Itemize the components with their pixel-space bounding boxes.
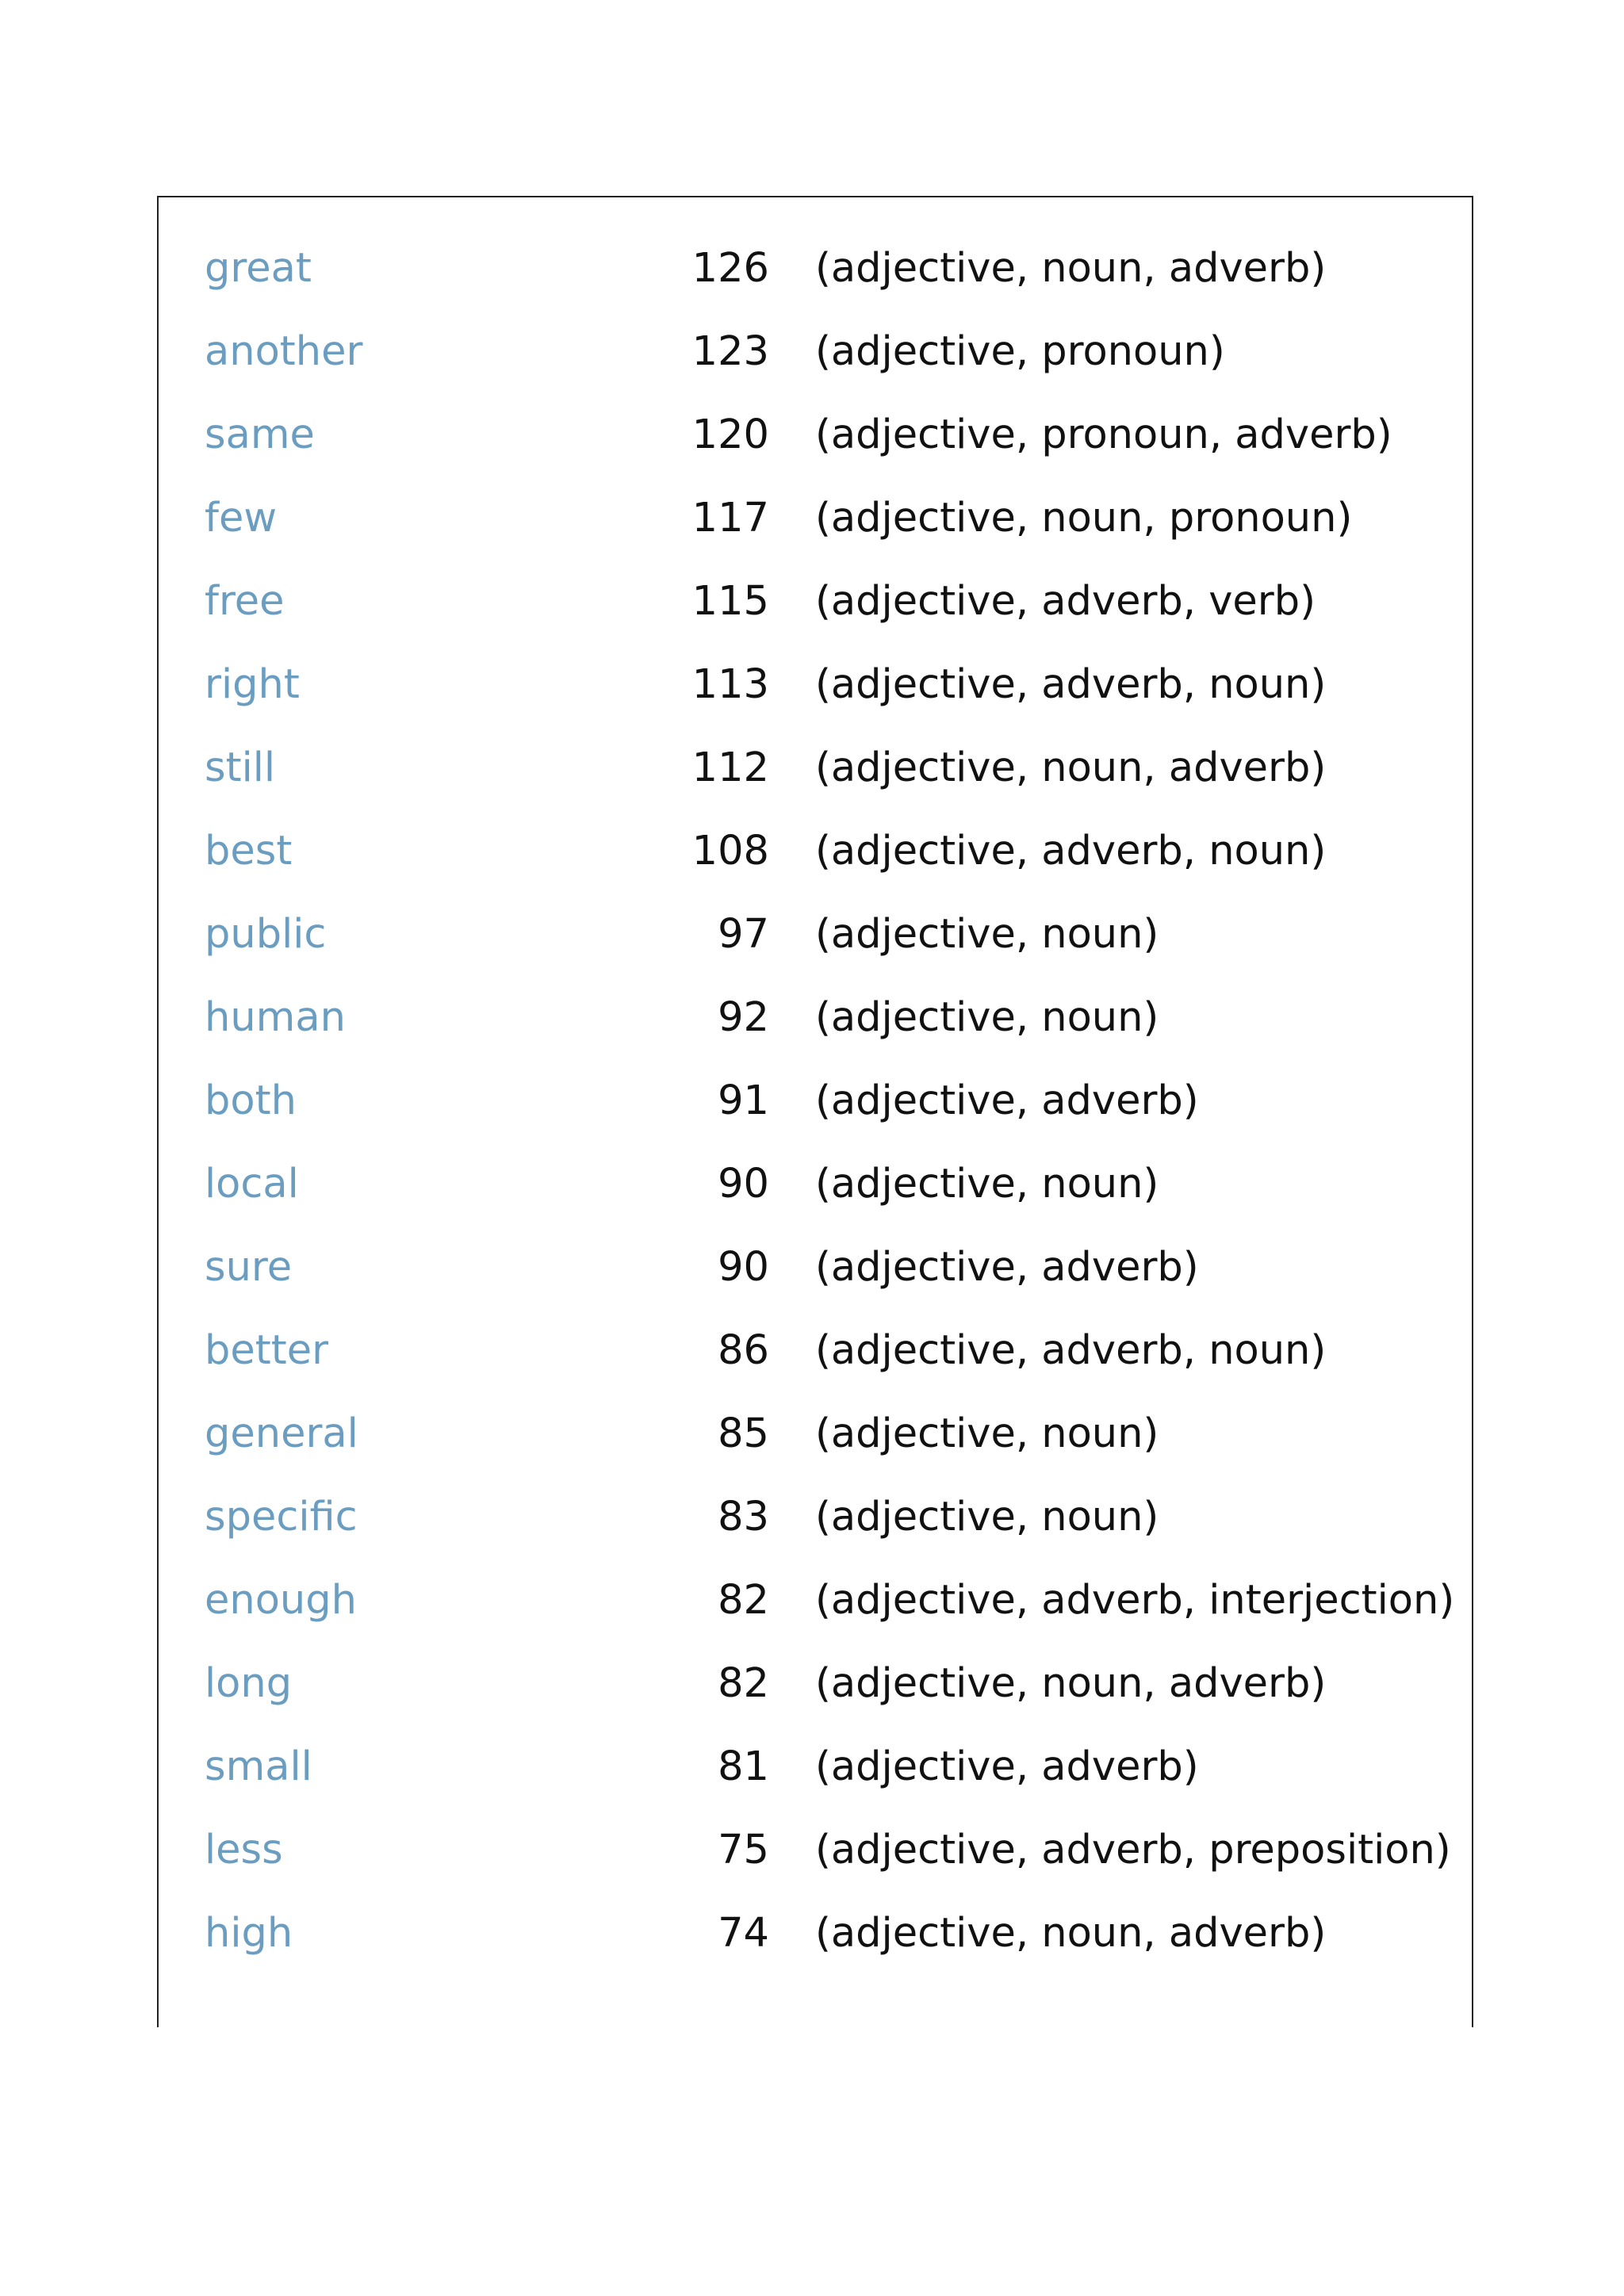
count-cell: 81 bbox=[718, 1743, 769, 1790]
count-cell: 117 bbox=[691, 495, 769, 541]
count-cell: 90 bbox=[718, 1244, 769, 1291]
count-cell: 113 bbox=[691, 661, 769, 708]
word-cell: sure bbox=[205, 1244, 293, 1291]
word-cell: specific bbox=[205, 1494, 358, 1540]
count-cell: 123 bbox=[691, 328, 769, 375]
word-cell: few bbox=[205, 495, 278, 541]
table-row bbox=[159, 1153, 1472, 1216]
word-cell: both bbox=[205, 1077, 297, 1124]
word-cell: free bbox=[205, 578, 285, 625]
word-cell: enough bbox=[205, 1577, 357, 1624]
part-of-speech-cell: (adjective, noun) bbox=[815, 911, 1159, 958]
table-row bbox=[159, 1819, 1472, 1882]
part-of-speech-cell: (adjective, noun, adverb) bbox=[815, 245, 1327, 292]
part-of-speech-cell: (adjective, noun, adverb) bbox=[815, 744, 1327, 791]
table-row bbox=[159, 487, 1472, 550]
count-cell: 120 bbox=[691, 411, 769, 458]
table-row bbox=[159, 1902, 1472, 1965]
part-of-speech-cell: (adjective, noun, adverb) bbox=[815, 1660, 1327, 1707]
count-cell: 108 bbox=[691, 828, 769, 874]
word-frequency-frame bbox=[157, 196, 1473, 2027]
table-row bbox=[159, 820, 1472, 883]
table-row bbox=[159, 1402, 1472, 1466]
table-row bbox=[159, 1319, 1472, 1383]
table-row bbox=[159, 237, 1472, 300]
word-cell: small bbox=[205, 1743, 312, 1790]
word-cell: less bbox=[205, 1827, 283, 1873]
table-row bbox=[159, 1486, 1472, 1549]
word-cell: high bbox=[205, 1910, 293, 1957]
part-of-speech-cell: (adjective, pronoun) bbox=[815, 328, 1225, 375]
word-cell: still bbox=[205, 744, 276, 791]
part-of-speech-cell: (adjective, adverb) bbox=[815, 1743, 1199, 1790]
count-cell: 75 bbox=[718, 1827, 769, 1873]
count-cell: 112 bbox=[691, 744, 769, 791]
count-cell: 97 bbox=[718, 911, 769, 958]
table-row bbox=[159, 570, 1472, 633]
count-cell: 115 bbox=[691, 578, 769, 625]
count-cell: 82 bbox=[718, 1577, 769, 1624]
word-cell: same bbox=[205, 411, 315, 458]
part-of-speech-cell: (adjective, adverb, noun) bbox=[815, 1327, 1327, 1374]
word-cell: general bbox=[205, 1410, 358, 1457]
part-of-speech-cell: (adjective, noun, pronoun) bbox=[815, 495, 1353, 541]
word-cell: local bbox=[205, 1161, 299, 1207]
table-row bbox=[159, 1569, 1472, 1632]
count-cell: 92 bbox=[718, 994, 769, 1041]
word-cell: long bbox=[205, 1660, 293, 1707]
part-of-speech-cell: (adjective, noun) bbox=[815, 1410, 1159, 1457]
word-cell: better bbox=[205, 1327, 329, 1374]
part-of-speech-cell: (adjective, adverb, preposition) bbox=[815, 1827, 1451, 1873]
word-cell: human bbox=[205, 994, 346, 1041]
word-cell: great bbox=[205, 245, 312, 292]
count-cell: 82 bbox=[718, 1660, 769, 1707]
part-of-speech-cell: (adjective, noun, adverb) bbox=[815, 1910, 1327, 1957]
table-row bbox=[159, 737, 1472, 800]
word-cell: best bbox=[205, 828, 293, 874]
word-cell: another bbox=[205, 328, 363, 375]
count-cell: 90 bbox=[718, 1161, 769, 1207]
table-row bbox=[159, 1735, 1472, 1799]
part-of-speech-cell: (adjective, adverb, interjection) bbox=[815, 1577, 1455, 1624]
table-row bbox=[159, 404, 1472, 467]
count-cell: 74 bbox=[718, 1910, 769, 1957]
count-cell: 86 bbox=[718, 1327, 769, 1374]
count-cell: 91 bbox=[718, 1077, 769, 1124]
table-row bbox=[159, 653, 1472, 717]
part-of-speech-cell: (adjective, adverb, verb) bbox=[815, 578, 1316, 625]
table-row bbox=[159, 1070, 1472, 1133]
table-row bbox=[159, 903, 1472, 966]
part-of-speech-cell: (adjective, adverb, noun) bbox=[815, 661, 1327, 708]
word-cell: right bbox=[205, 661, 300, 708]
part-of-speech-cell: (adjective, adverb, noun) bbox=[815, 828, 1327, 874]
count-cell: 83 bbox=[718, 1494, 769, 1540]
part-of-speech-cell: (adjective, adverb) bbox=[815, 1244, 1199, 1291]
part-of-speech-cell: (adjective, pronoun, adverb) bbox=[815, 411, 1392, 458]
part-of-speech-cell: (adjective, noun) bbox=[815, 1161, 1159, 1207]
part-of-speech-cell: (adjective, noun) bbox=[815, 994, 1159, 1041]
table-row bbox=[159, 320, 1472, 384]
part-of-speech-cell: (adjective, noun) bbox=[815, 1494, 1159, 1540]
part-of-speech-cell: (adjective, adverb) bbox=[815, 1077, 1199, 1124]
word-cell: public bbox=[205, 911, 327, 958]
count-cell: 126 bbox=[691, 245, 769, 292]
table-row bbox=[159, 1652, 1472, 1716]
table-row bbox=[159, 1236, 1472, 1299]
count-cell: 85 bbox=[718, 1410, 769, 1457]
table-row bbox=[159, 986, 1472, 1050]
